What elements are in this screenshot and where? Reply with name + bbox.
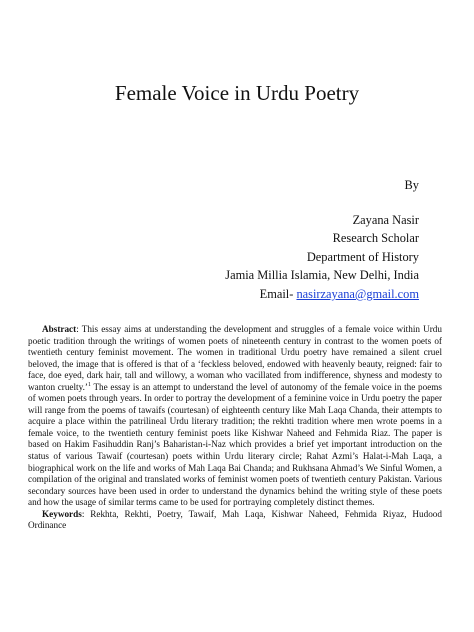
email-prefix: Email- (259, 286, 297, 301)
footnote-marker[interactable]: 1 (87, 381, 91, 388)
by-line: By (404, 178, 419, 192)
author-role: Research Scholar (332, 231, 419, 246)
email-link[interactable]: nasirzayana@gmail.com (296, 286, 419, 301)
keywords-text: : Rekhta, Rekhti, Poetry, Tawaif, Mah Laqa, Kishwar Naheed, Fehmida Riyaz, Hudood Ordinance (28, 508, 442, 531)
abstract-label: Abstract (42, 324, 77, 334)
author-department: Department of History (306, 249, 419, 264)
keywords-label: Keywords (42, 508, 82, 519)
abstract-paragraph (28, 324, 442, 509)
author-block (225, 176, 419, 304)
author-institution: Jamia Millia Islamia, New Delhi, India (225, 268, 419, 283)
abstract-text-part2: The essay is an attempt to understand the level of autonomy of the female voice in the poems of women poets through years. In order to portray the development of a feminine voice in Urdu poetry the paper will range from the poems of tawaifs (courtesan) of eighteenth century like Mah Laqa Chanda, their attempts to acquire a place within the patrilineal Urdu literary tradition; the rekhti tradition where men wrote poems in a female voice, to the twentieth century feminist poets like Kishwar Naheed and Fehmida Riaz. The paper is based on Hakim Fasihuddin Ranj’s Baharistan-i-Naz which provides a brief yet important introduction on the status of various Tawaif (courtesan) poets within Urdu literary circle; Rahat Azmi’s Halat-i-Mah Laqa, a biographical work on the life and works of Mah Laqa Bai Chanda; and Rukhsana Ahmad’s We Sinful Women, a compilation of the original and translated works of feminist women poets of twentieth century Pakistan. Various secondary sources have been used in order to understand the dynamics behind the writing style of these poets and how the usage of similar terms came to be used for portraying completely distinct themes. (28, 381, 442, 508)
abstract-text-part1: : This essay aims at understanding the development and struggles of a female voice within Urdu poetic tradition through the writings of women poets of nineteenth century in contrast to the women poets of twentieth century feminist movement. The women in traditional Urdu poetry have remained a silent cruel beloved, the image that is offered is that of a ‘feckless beloved, endowed with heavenly beauty, reigned: fair to face, doe eyed, dark hair, tall and willowy, a woman who vacillated from indifference, shyness and modesty to wanton cruelty.’ (28, 324, 442, 392)
abstract-section (28, 324, 442, 532)
keywords-paragraph (28, 509, 442, 532)
author-email-line (225, 285, 419, 304)
author-name: Zayana Nasir (352, 212, 419, 227)
paper-title: Female Voice in Urdu Poetry (114, 81, 360, 105)
